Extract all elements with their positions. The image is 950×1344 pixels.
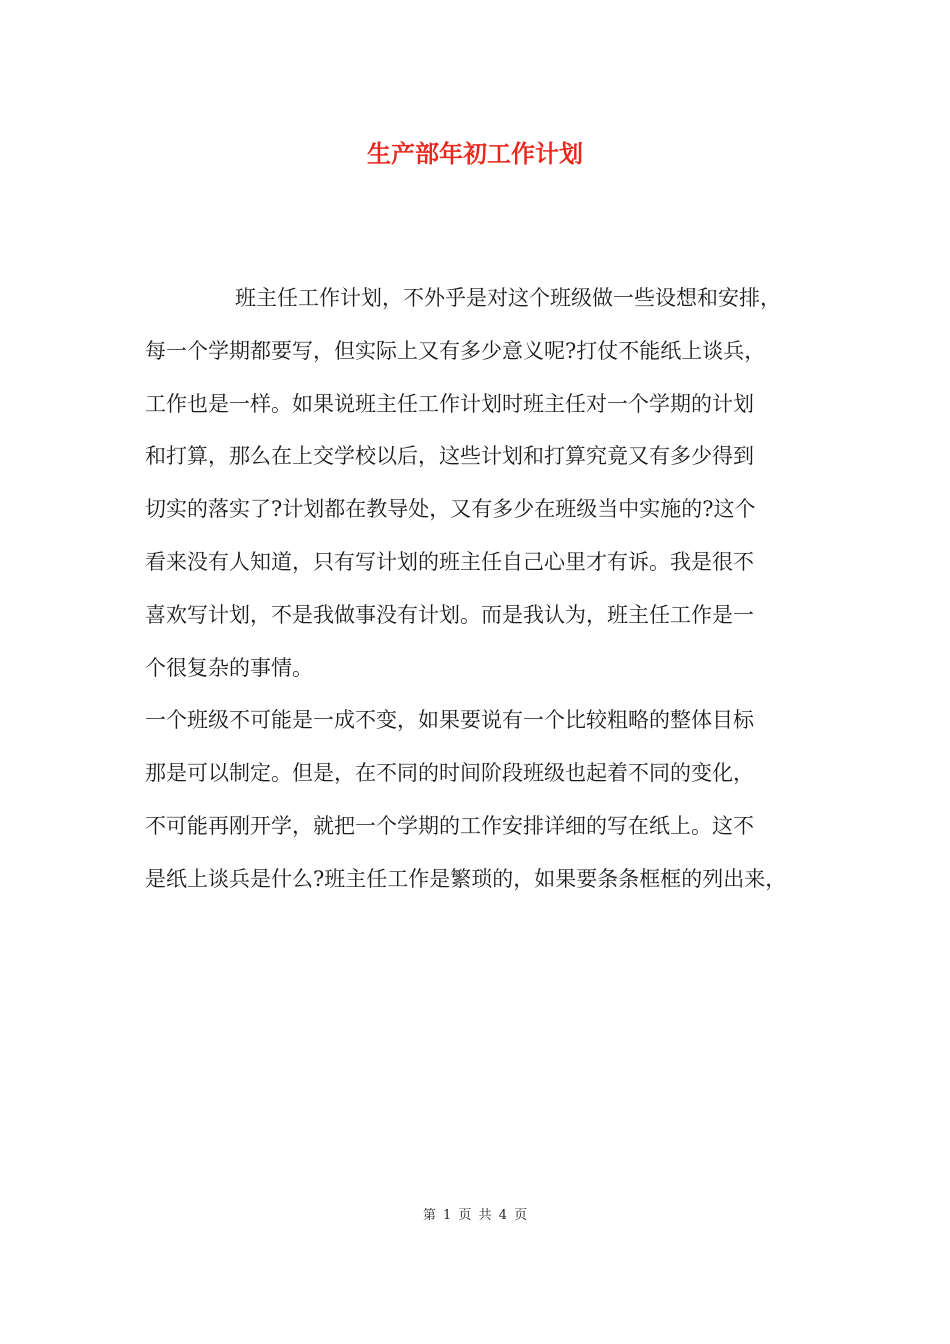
- body-line: 一个班级不可能是一成不变，如果要说有一个比较粗略的整体目标: [145, 708, 754, 733]
- body-line: 工作也是一样。如果说班主任工作计划时班主任对一个学期的计划: [145, 391, 754, 416]
- body-line: 和打算，那么在上交学校以后，这些计划和打算究竟又有多少得到: [145, 444, 754, 469]
- body-line: 看来没有人知道，只有写计划的班主任自己心里才有诉。我是很不: [145, 549, 754, 574]
- body-line: 每一个学期都要写，但实际上又有多少意义呢?打仗不能纸上谈兵，: [145, 338, 766, 363]
- document-body: [145, 272, 825, 906]
- page-footer: 第 1 页 共 4 页: [422, 1208, 528, 1223]
- body-line: 喜欢写计划，不是我做事没有计划。而是我认为，班主任工作是一: [145, 602, 754, 627]
- body-line: 那是可以制定。但是，在不同的时间阶段班级也起着不同的变化，: [145, 761, 754, 786]
- body-line: 不可能再刚开学，就把一个学期的工作安排详细的写在纸上。这不: [145, 813, 754, 838]
- body-line: 个很复杂的事情。: [145, 655, 313, 680]
- body-line: 是纸上谈兵是什么?班主任工作是繁琐的，如果要条条框框的列出来，: [145, 866, 787, 891]
- document-title: 生产部年初工作计划: [367, 139, 583, 168]
- body-line: 切实的落实了?计划都在教导处，又有多少在班级当中实施的?这个: [145, 497, 756, 522]
- body-line: 班主任工作计划，不外乎是对这个班级做一些设想和安排，: [235, 286, 781, 310]
